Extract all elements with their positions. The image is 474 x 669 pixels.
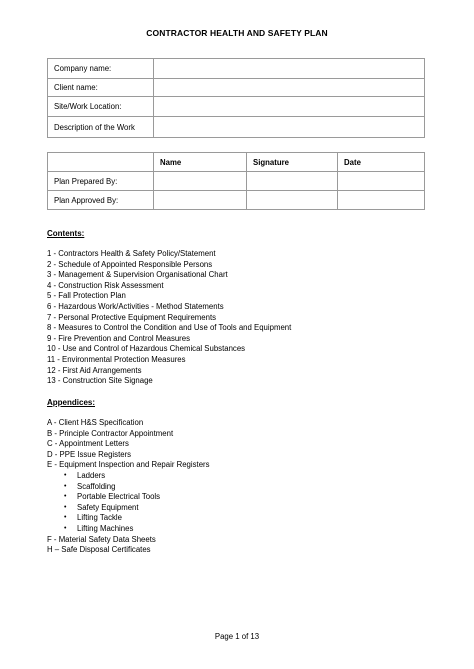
sub-item-label: Safety Equipment: [77, 502, 139, 512]
appendices-list: [47, 418, 210, 556]
work-description-field[interactable]: [154, 117, 425, 138]
info-row-company: [48, 59, 425, 79]
contents-item: 7 - Personal Protective Equipment Requirements: [47, 312, 217, 322]
approved-by-signature-field[interactable]: [247, 191, 338, 210]
appendix-sublist-wrapper: [47, 471, 210, 535]
project-info-table: [47, 58, 425, 138]
contents-item: 9 - Fire Prevention and Control Measures: [47, 333, 191, 343]
contents-item: 6 - Hazardous Work/Activities - Method Statements: [47, 301, 224, 311]
sub-list-item: [47, 492, 210, 503]
prepared-by-label: Plan Prepared By:: [48, 172, 154, 191]
sub-item-label: Portable Electrical Tools: [77, 492, 161, 502]
document-title: CONTRACTOR HEALTH AND SAFETY PLAN: [146, 28, 328, 38]
appendix-item: B - Principle Contractor Appointment: [47, 428, 174, 438]
signoff-header-signature: Signature: [247, 153, 338, 172]
sub-list-item: [47, 482, 210, 493]
client-name-field[interactable]: [154, 79, 425, 97]
appendix-item: C - Appointment Letters: [47, 439, 129, 449]
signoff-header-blank: [48, 153, 154, 172]
site-location-label: Site/Work Location:: [48, 97, 154, 117]
sub-item-label: Lifting Machines: [77, 523, 134, 533]
signoff-row-prepared: [48, 172, 425, 191]
prepared-by-signature-field[interactable]: [247, 172, 338, 191]
appendix-item: F - Material Safety Data Sheets: [47, 534, 156, 544]
bullet-icon: •: [64, 482, 67, 490]
signoff-header-row: [48, 153, 425, 172]
info-row-description: [48, 117, 425, 138]
prepared-by-name-field[interactable]: [154, 172, 247, 191]
signoff-header-date: Date: [338, 153, 425, 172]
sub-list-item: [47, 471, 210, 482]
sub-list-item: [47, 513, 210, 524]
equipment-register-sublist: [47, 471, 210, 535]
appendix-item: A - Client H&S Specification: [47, 418, 144, 427]
signoff-header-name: Name: [154, 153, 247, 172]
appendices-heading: Appendices:: [47, 398, 96, 407]
contents-heading: Contents:: [47, 229, 85, 238]
contents-item: 2 - Schedule of Appointed Responsible Persons: [47, 259, 213, 269]
contents-item: 3 - Management & Supervision Organisational Chart: [47, 270, 228, 280]
site-location-field[interactable]: [154, 97, 425, 117]
info-row-client: [48, 79, 425, 97]
bullet-icon: •: [64, 493, 67, 501]
sub-list-item: [47, 524, 210, 535]
contents-item: 4 - Construction Risk Assessment: [47, 280, 164, 290]
company-name-label: Company name:: [48, 59, 154, 79]
approved-by-date-field[interactable]: [338, 191, 425, 210]
company-name-field[interactable]: [154, 59, 425, 79]
client-name-label: Client name:: [48, 79, 154, 97]
appendix-item: H – Safe Disposal Certificates: [47, 545, 151, 555]
approved-by-name-field[interactable]: [154, 191, 247, 210]
contents-item: 10 - Use and Control of Hazardous Chemical Substances: [47, 344, 246, 354]
approved-by-label: Plan Approved By:: [48, 191, 154, 210]
sub-item-label: Lifting Tackle: [77, 513, 122, 523]
contents-item: 5 - Fall Protection Plan: [47, 291, 126, 301]
contents-item: 13 - Construction Site Signage: [47, 376, 153, 386]
bullet-icon: •: [64, 503, 67, 511]
work-description-label: Description of the Work: [48, 117, 154, 138]
bullet-icon: •: [64, 471, 67, 479]
signoff-row-approved: [48, 191, 425, 210]
appendix-item: D - PPE Issue Registers: [47, 449, 132, 459]
contents-list: [47, 249, 291, 387]
page-number: Page 1 of 13: [214, 632, 260, 641]
info-row-location: [48, 97, 425, 117]
bullet-icon: •: [64, 524, 67, 532]
contents-item: 11 - Environmental Protection Measures: [47, 354, 186, 364]
bullet-icon: •: [64, 514, 67, 522]
sub-item-label: Ladders: [77, 470, 106, 480]
contents-item: 8 - Measures to Control the Condition and Use of Tools and Equipment: [47, 323, 292, 333]
sub-list-item: [47, 503, 210, 514]
prepared-by-date-field[interactable]: [338, 172, 425, 191]
signoff-table: [47, 152, 425, 210]
appendix-item: E - Equipment Inspection and Repair Registers: [47, 460, 210, 470]
sub-item-label: Scaffolding: [77, 481, 116, 491]
contents-item: 12 - First Aid Arrangements: [47, 365, 142, 375]
contents-item: 1 - Contractors Health & Safety Policy/Statement: [47, 249, 216, 258]
